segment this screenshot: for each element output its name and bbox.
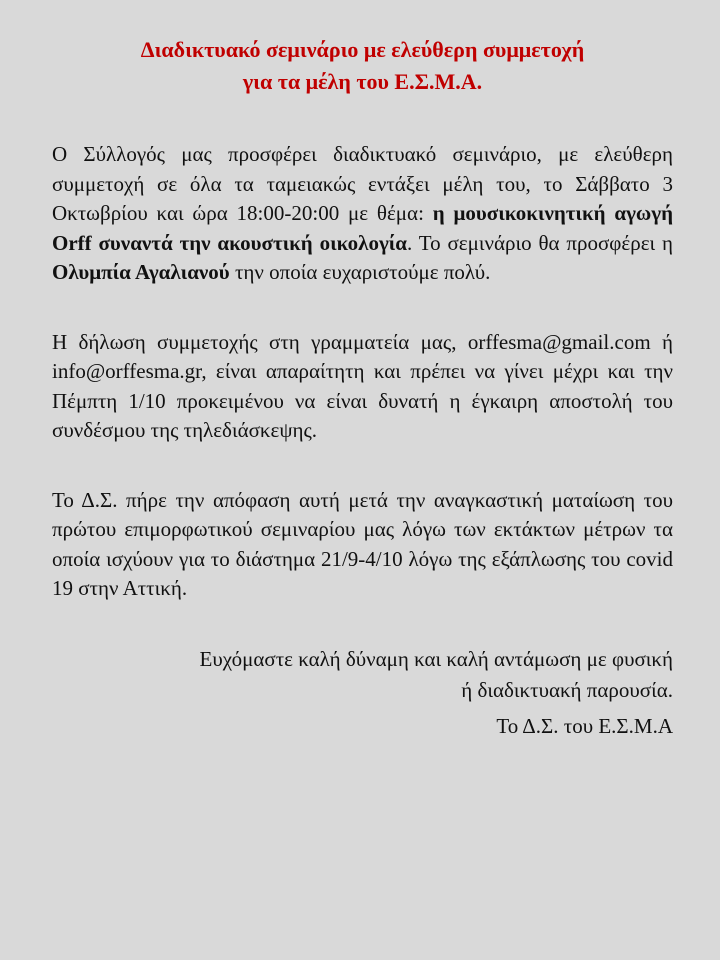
paragraph-invitation-text-c: την οποία ευχαριστούμε πολύ. — [229, 260, 491, 284]
seminar-topic: η μουσικοκινητική αγωγή Orff συναντά την ακουστική οικολογία — [52, 201, 673, 255]
paragraph-invitation-text-a: Ο Σύλλογός μας προσφέρει διαδικτυακό σεμινάριο, με ελεύθερη συμμετοχή σε όλα τα ταμειακώς εντάξει μέλη του, το Σάββατο 3 Οκτωβρίου και ώρα 18:00-20:00 με θέμα: — [52, 142, 673, 225]
paragraph-invitation — [52, 140, 673, 288]
closing-wishes — [52, 644, 673, 706]
signature: Το Δ.Σ. του Ε.Σ.Μ.Α — [496, 713, 673, 738]
title-line-1: Διαδικτυακό σεμινάριο με ελεύθερη συμμετοχή — [140, 37, 585, 62]
announcement-title — [52, 34, 673, 98]
paragraph-decision: Το Δ.Σ. πήρε την απόφαση αυτή μετά την αναγκαστική ματαίωση του πρώτου επιμορφωτικού σεμιναρίου μας λόγω των εκτάκτων μέτρων τα οποία ισχύουν για το διάστημα 21/9-4/10 λόγω της εξάπλωσης του covid 19 στην Αττική. — [52, 487, 673, 600]
paragraph-invitation-text-b: . Το σεμινάριο θα προσφέρει η — [407, 230, 673, 255]
closing-line-1: Ευχόμαστε καλή δύναμη και καλή αντάμωση με φυσική — [199, 646, 673, 671]
closing-line-2: ή διαδικτυακή παρουσία. — [461, 677, 673, 702]
title-line-2: για τα μέλη του Ε.Σ.Μ.Α. — [242, 69, 483, 94]
paragraph-registration: Η δήλωση συμμετοχής στη γραμματεία μας, orffesma@gmail.com ή info@orffesma.gr, είναι απαραίτητη και πρέπει να γίνει μέχρι και την Πέμπτη 1/10 προκειμένου να είναι δυνατή η έγκαιρη αποστολή του συνδέσμου της τηλεδιάσκεψης. — [52, 329, 673, 442]
speaker-name: Ολυμπία Αγαλιανού — [52, 260, 230, 284]
